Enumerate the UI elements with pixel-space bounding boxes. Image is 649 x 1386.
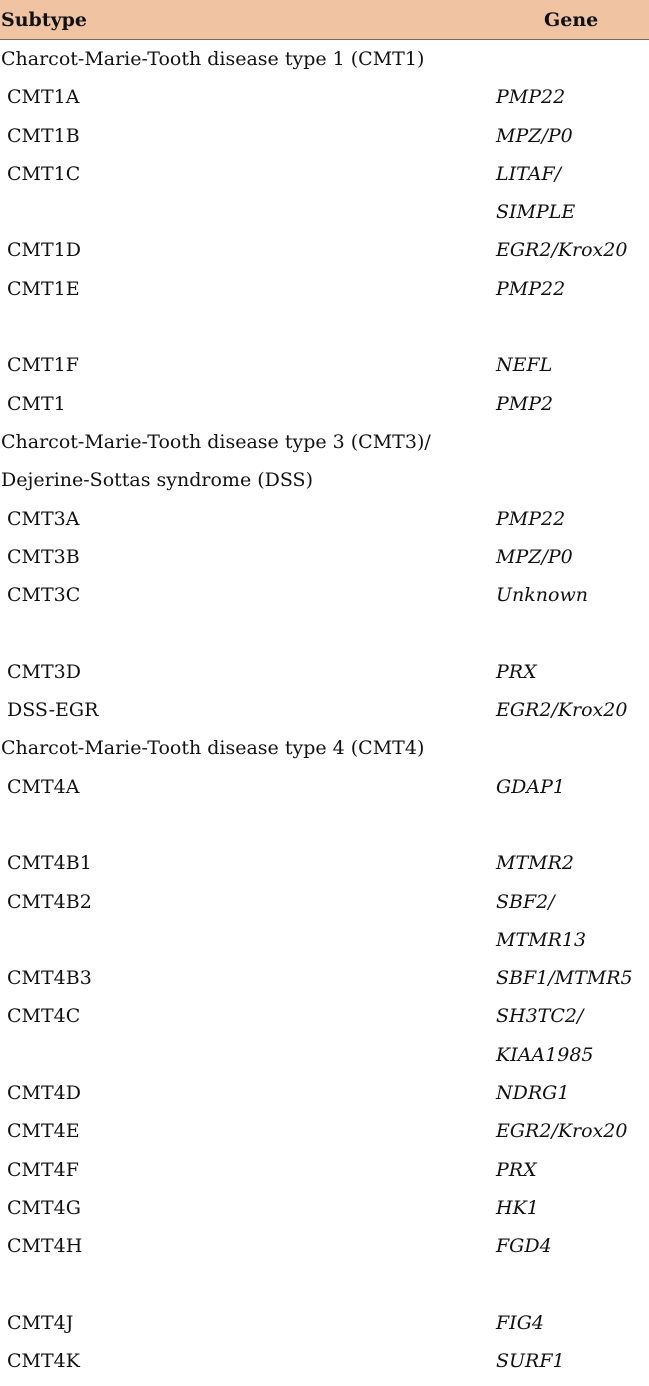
table-row [0, 231, 649, 269]
subtype-cell: CMT1F [7, 354, 79, 377]
subtype-cell: CMT4C [7, 1005, 81, 1028]
gene-cell: SURF1 [496, 1350, 565, 1373]
table-row [0, 385, 649, 423]
table-row [0, 1189, 649, 1227]
table-row [0, 921, 649, 959]
table-row [0, 1112, 649, 1150]
subtype-cell: CMT3D [7, 660, 81, 683]
section-row [0, 729, 649, 767]
gene-cell: EGR2/Krox20 [496, 699, 628, 722]
table-row [0, 308, 649, 346]
section-row [0, 40, 649, 78]
table-row [0, 768, 649, 806]
table-row [0, 691, 649, 729]
gene-cell: SBF2/ [496, 890, 555, 913]
section-row [0, 423, 649, 461]
subtype-cell: CMT4A [7, 775, 80, 798]
gene-cell: SIMPLE [496, 201, 576, 224]
table-row [0, 997, 649, 1035]
section-row [0, 461, 649, 499]
table-row [0, 538, 649, 576]
subtype-cell: CMT3A [7, 507, 80, 530]
subtype-cell: CMT4J [7, 1311, 74, 1334]
gene-cell: MTMR2 [496, 852, 574, 875]
table-row [0, 155, 649, 193]
gene-cell: SH3TC2/ [496, 1005, 584, 1028]
subtype-cell: CMT4K [7, 1350, 80, 1373]
gene-cell: PMP22 [496, 86, 566, 109]
subtype-cell: CMT4B3 [7, 967, 92, 990]
table-row [0, 1036, 649, 1074]
section-heading: Charcot-Marie-Tooth disease type 1 (CMT1) [1, 48, 425, 70]
table-row [0, 1151, 649, 1189]
gene-cell: FIG4 [496, 1311, 544, 1334]
gene-cell: PRX [496, 1158, 537, 1181]
table-body [0, 40, 649, 1380]
gene-cell: KIAA1985 [496, 1043, 594, 1066]
subtype-cell: CMT4D [7, 1082, 81, 1105]
table-row [0, 78, 649, 116]
gene-cell: MPZ/P0 [496, 545, 573, 568]
gene-cell: FGD4 [496, 1235, 552, 1258]
section-heading: Dejerine-Sottas syndrome (DSS) [1, 469, 313, 492]
table-row [0, 883, 649, 921]
subtype-cell: CMT4G [7, 1196, 81, 1219]
gene-cell: HK1 [496, 1196, 539, 1219]
gene-cell: EGR2/Krox20 [496, 1120, 628, 1143]
subtype-cell: CMT4H [7, 1235, 83, 1258]
table-row [0, 844, 649, 882]
table-row [0, 1074, 649, 1112]
subtype-cell: CMT1E [7, 277, 80, 300]
subtype-cell: CMT1D [7, 239, 81, 262]
gene-cell: LITAF/ [496, 162, 562, 185]
gene-cell: NDRG1 [496, 1082, 570, 1105]
header-gene: Gene [544, 9, 599, 31]
table-row [0, 1266, 649, 1304]
subtype-cell: CMT3B [7, 545, 80, 568]
subtype-cell: CMT1A [7, 86, 80, 109]
table-row [0, 576, 649, 614]
section-heading: Charcot-Marie-Tooth disease type 3 (CMT3)/ [1, 430, 431, 453]
gene-cell: PMP2 [496, 392, 554, 415]
subtype-cell: CMT3C [7, 584, 81, 607]
subtype-cell: CMT1B [7, 124, 80, 147]
table-row [0, 1304, 649, 1342]
table-row [0, 614, 649, 652]
subtype-cell: CMT4F [7, 1158, 79, 1181]
table-row [0, 193, 649, 231]
gene-cell: EGR2/Krox20 [496, 239, 628, 262]
gene-cell: PMP22 [496, 507, 566, 530]
subtype-cell: CMT1C [7, 162, 81, 185]
gene-cell: PRX [496, 660, 537, 683]
subtype-cell: CMT1 [7, 392, 66, 415]
table-header [0, 0, 649, 40]
table-row [0, 653, 649, 691]
gene-cell: NEFL [496, 354, 553, 377]
gene-cell: GDAP1 [496, 775, 566, 798]
gene-cell: PMP22 [496, 277, 566, 300]
table-row [0, 1227, 649, 1265]
subtype-cell: DSS-EGR [7, 699, 99, 722]
subtype-cell: CMT4B1 [7, 852, 92, 875]
table-row [0, 270, 649, 308]
table-row [0, 117, 649, 155]
gene-cell: MTMR13 [496, 928, 587, 951]
table-row [0, 959, 649, 997]
table-row [0, 806, 649, 844]
table-row [0, 346, 649, 384]
header-subtype: Subtype [1, 9, 88, 31]
gene-cell: SBF1/MTMR5 [496, 967, 633, 990]
subtype-cell: CMT4B2 [7, 890, 92, 913]
table-row [0, 1342, 649, 1380]
table-row [0, 500, 649, 538]
subtype-cell: CMT4E [7, 1120, 80, 1143]
gene-cell: MPZ/P0 [496, 124, 573, 147]
gene-cell: Unknown [496, 584, 588, 607]
section-heading: Charcot-Marie-Tooth disease type 4 (CMT4) [1, 737, 425, 760]
